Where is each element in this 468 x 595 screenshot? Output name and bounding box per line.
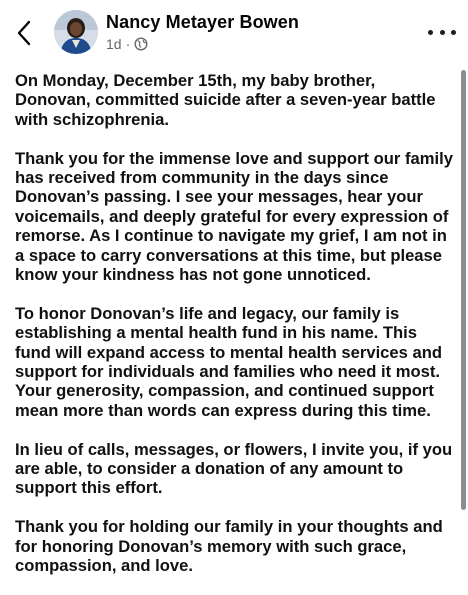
- meta-separator: ·: [125, 36, 131, 52]
- more-options-button[interactable]: [428, 22, 456, 42]
- more-horizontal-icon: [428, 30, 433, 35]
- post-meta: [106, 36, 148, 52]
- author-name[interactable]: Nancy Metayer Bowen: [106, 12, 299, 32]
- post-paragraph: In lieu of calls, messages, or flowers, I invite you, if you are able, to consider a donation of any amount to support this effort.: [15, 439, 453, 498]
- post-paragraph: Thank you for holding our family in your thoughts and for honoring Donovan’s memory with such grace, compassion, and love.: [15, 517, 443, 576]
- avatar[interactable]: [54, 10, 98, 54]
- post-header: [0, 0, 468, 68]
- more-dot: [451, 30, 456, 35]
- post-paragraph: On Monday, December 15th, my baby brother, Donovan, committed suicide after a seven-year battle with schizophrenia.: [15, 71, 436, 129]
- more-dot: [440, 30, 445, 35]
- post-paragraph: Thank you for the immense love and support our family has received from community in the days since Donovan’s passing. I see your messages, hear your voicemails, and deeply grateful for every expression of remorse. As I continue to navigate my grief, I am not in a space to carry conversations at this time, but please know your kindness has not gone unnoticed.: [15, 148, 453, 285]
- timestamp[interactable]: 1d: [106, 36, 122, 52]
- post-paragraph: To honor Donovan’s life and legacy, our family is establishing a mental health fund in his name. This fund will expand access to mental health services and support for individuals and families who need it most. Your generosity, compassion, and continued support mean more than words can express during this time.: [15, 303, 442, 420]
- back-button[interactable]: [10, 18, 38, 48]
- scrollbar[interactable]: [461, 70, 466, 510]
- globe-icon: [134, 37, 148, 51]
- post-text: [15, 71, 455, 595]
- chevron-left-icon: [16, 20, 32, 46]
